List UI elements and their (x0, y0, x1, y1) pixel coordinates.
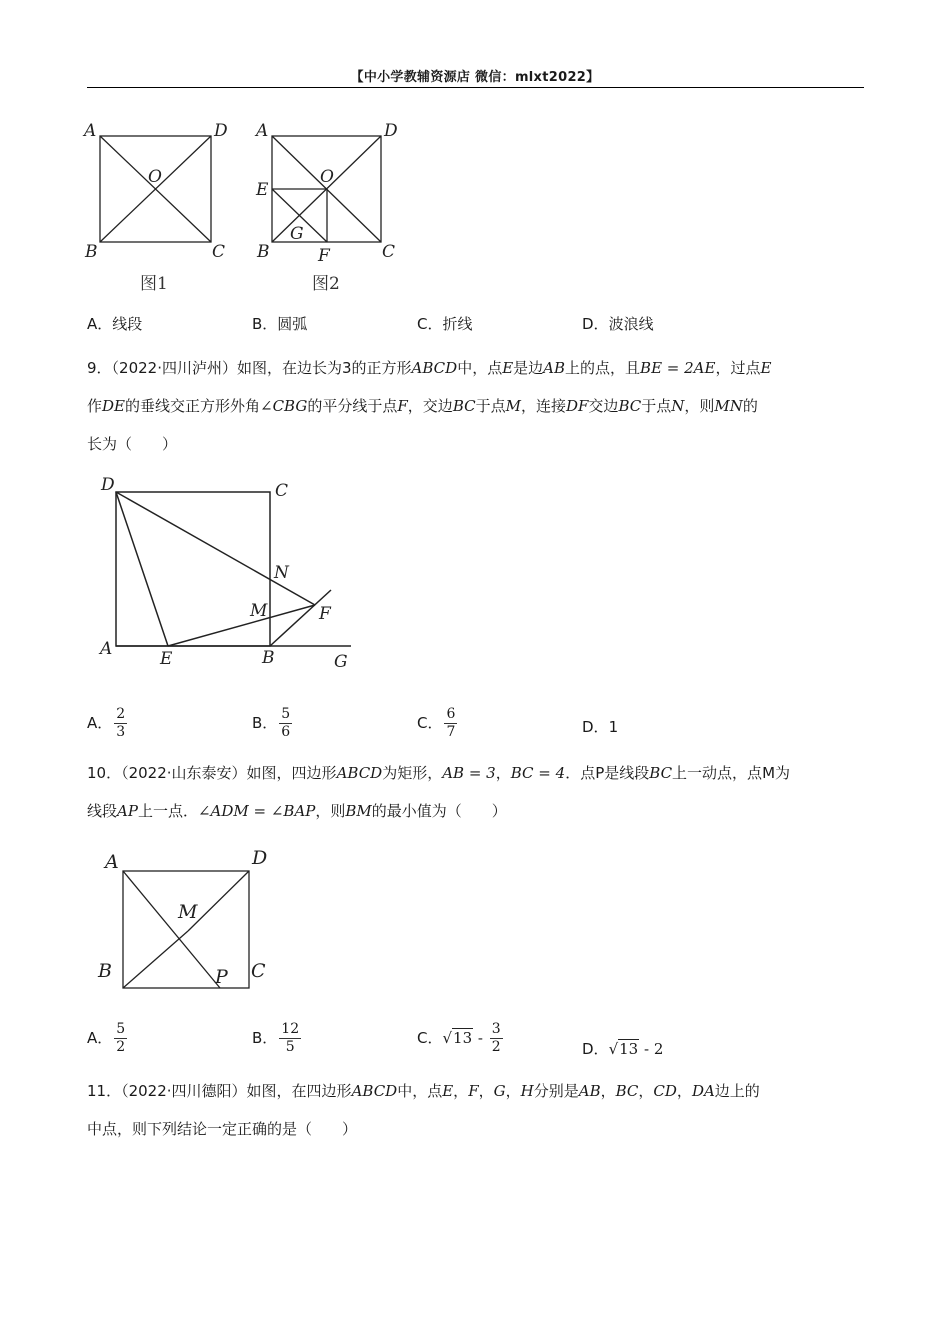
option-letter: D． (582, 718, 609, 736)
q10-label-m: M (178, 901, 198, 923)
option-fraction: $\frac{3}{2}$ (491, 1021, 501, 1055)
option-text: 线段 (112, 315, 143, 333)
fig2-label-a: A (256, 121, 269, 141)
q10-label-a: A (105, 851, 119, 873)
option-letter: B． (252, 1029, 278, 1047)
fig2-label-f: F (318, 246, 330, 266)
option-fraction: $\frac{5}{6}$ (281, 706, 291, 740)
q9-figure (95, 470, 365, 680)
q9-source: （2022·四川泸州） (111, 359, 237, 377)
q9-option-a[interactable] (87, 706, 127, 741)
q9-option-c[interactable] (417, 706, 457, 741)
q11-number: 11． (87, 1082, 122, 1100)
header-divider (87, 87, 864, 88)
q9-label-c: C (275, 481, 289, 501)
sqrt-expression: √13 (608, 1040, 639, 1058)
sqrt-expression: √13 (442, 1029, 473, 1047)
fig2-label-e: E (256, 180, 269, 200)
question-10-stem: 10．（2022·山东泰安）如图，四边形ABCD为矩形，AB = 3，BC = 4．点P是线段BC上一动点，点M为 线段AP上一点．∠ADM = ∠BAP，则BM的最小值为（ ） (87, 764, 791, 820)
fig2-label-c: C (382, 242, 396, 262)
q10-number: 10． (87, 764, 122, 782)
option-fraction: $\frac{5}{2}$ (116, 1021, 126, 1055)
option-letter: D． (582, 315, 609, 333)
q10-option-b[interactable] (252, 1021, 301, 1056)
q11-source: （2022·四川德阳） (121, 1082, 247, 1100)
fig2-caption: 图2 (312, 274, 340, 294)
fig2-label-o: O (320, 167, 334, 187)
q10-label-c: C (251, 960, 266, 982)
option-fraction: $\frac{2}{3}$ (116, 706, 126, 740)
fig1-label-b: B (85, 242, 98, 262)
q10-figure (92, 845, 292, 995)
q9-label-a: A (100, 639, 113, 659)
q10-label-d: D (252, 847, 268, 869)
q9-option-d[interactable] (582, 716, 618, 737)
option-letter: D． (582, 1040, 609, 1058)
q9-option-b[interactable] (252, 706, 292, 741)
question-9-stem: 9．（2022·四川泸州）如图，在边长为3的正方形ABCD中，点E是边AB上的点，且BE = 2AE，过点E 作DE的垂线交正方形外角∠CBG的平分线于点F，交边BC于点M，连接DF交边BC于点N，则MN的 长为（ ） (87, 359, 772, 453)
option-text: 波浪线 (608, 315, 654, 333)
q10-label-b: B (98, 960, 112, 982)
q9-label-e: E (160, 649, 173, 669)
q8-option-c[interactable] (417, 313, 473, 334)
fig1-label-a: A (84, 121, 97, 141)
option-text: 圆弧 (277, 315, 308, 333)
fig1-caption: 图1 (140, 274, 168, 294)
page-header: 【中小学教辅资源店 微信：mlxt2022】 (350, 70, 600, 85)
q10-option-d[interactable]: D．√13 - 2 (582, 1040, 664, 1058)
q10-option-c[interactable]: C．√13 - $\frac{3}{2}$ (417, 1021, 501, 1055)
q9-label-n: N (274, 563, 289, 583)
q9-label-b: B (262, 648, 275, 668)
fig1-label-o: O (148, 167, 162, 187)
q10-source: （2022·山东泰安） (121, 764, 247, 782)
option-letter: A． (87, 714, 113, 732)
q8-option-a[interactable] (87, 313, 142, 334)
option-text: 1 (608, 718, 619, 736)
option-text: 折线 (442, 315, 473, 333)
fig1-label-d: D (214, 121, 228, 141)
option-letter: B． (252, 315, 278, 333)
figure-2-square (252, 118, 422, 298)
q9-label-m: M (250, 601, 268, 621)
fig2-label-g: G (290, 224, 304, 244)
option-letter: C． (417, 714, 443, 732)
q8-option-d[interactable] (582, 313, 654, 334)
option-letter: A． (87, 315, 113, 333)
q9-label-f: F (319, 604, 331, 624)
option-fraction: $\frac{6}{7}$ (446, 706, 456, 740)
fig2-label-d: D (384, 121, 398, 141)
fig2-label-b: B (257, 242, 270, 262)
option-letter: C． (417, 1029, 443, 1047)
fig1-label-c: C (212, 242, 226, 262)
option-letter: A． (87, 1029, 113, 1047)
q9-label-d: D (101, 475, 115, 495)
option-letter: C． (417, 315, 443, 333)
q8-option-b[interactable] (252, 313, 307, 334)
q9-number: 9． (87, 359, 112, 377)
q10-label-p: P (215, 966, 228, 988)
option-letter: B． (252, 714, 278, 732)
option-fraction: $\frac{12}{5}$ (281, 1021, 300, 1055)
question-11-stem: 11．（2022·四川德阳）如图，在四边形ABCD中，点E，F，G，H分别是AB，BC，CD，DA边上的 中点，则下列结论一定正确的是（ ） (87, 1082, 760, 1138)
q10-option-a[interactable] (87, 1021, 127, 1056)
figure-1-square (80, 118, 240, 298)
q9-label-g: G (334, 652, 348, 672)
